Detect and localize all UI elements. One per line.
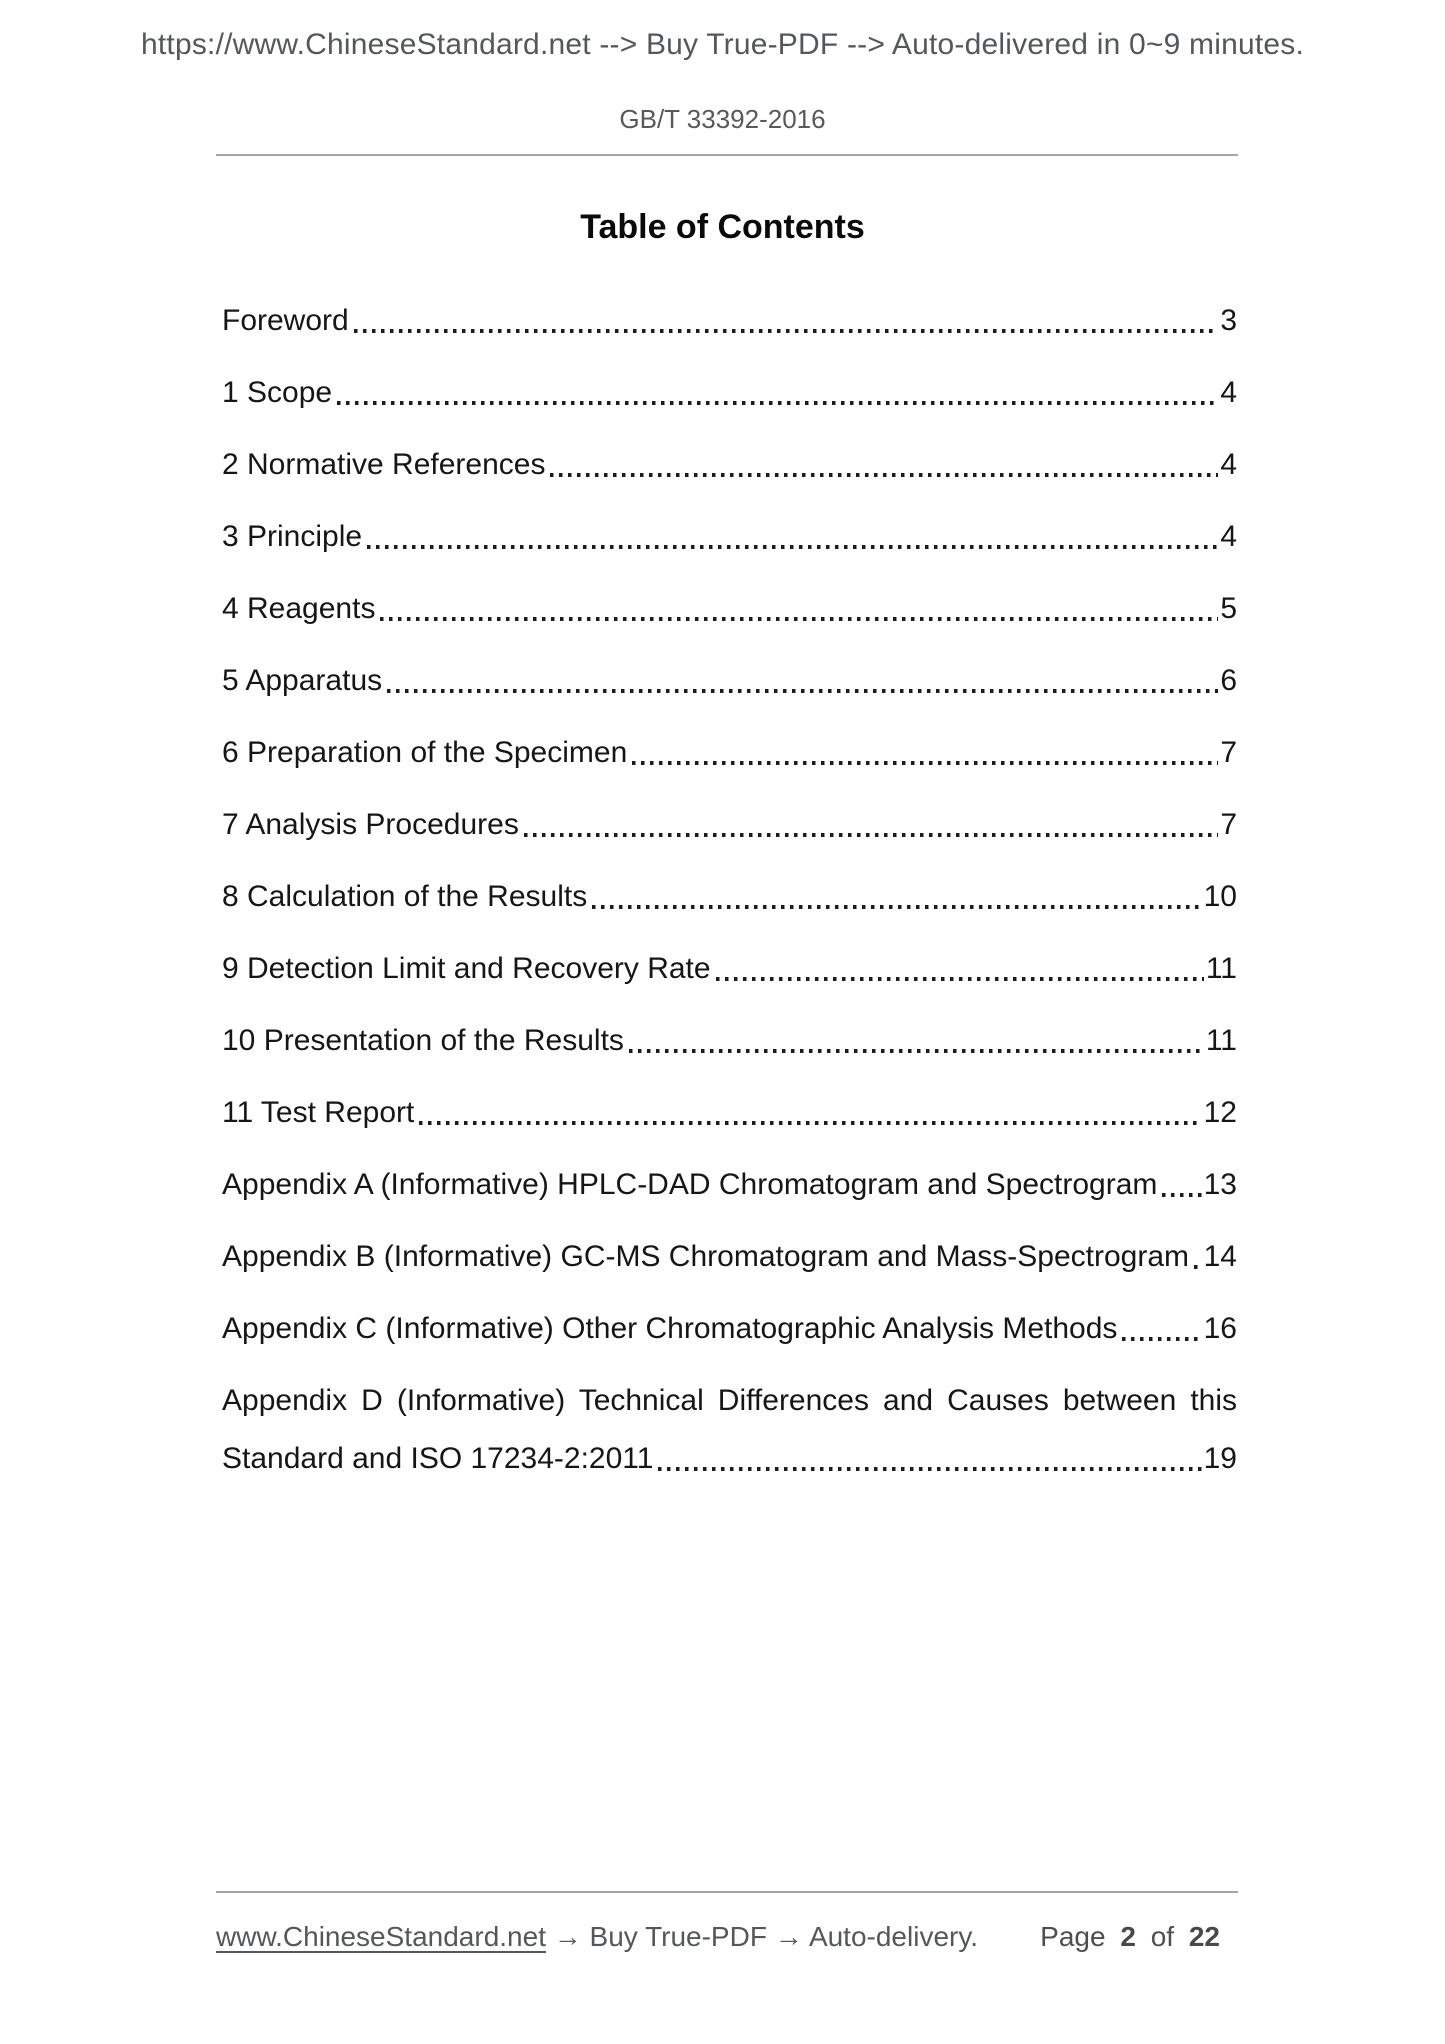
toc-entry-label: 8 Calculation of the Results — [222, 880, 588, 913]
toc-entry-page: 7 — [1220, 736, 1237, 769]
toc-entry — [222, 1310, 1237, 1348]
toc-entry-label: 7 Analysis Procedures — [222, 808, 519, 841]
toc-entry-label: 10 Presentation of the Results — [222, 1024, 624, 1057]
dot-leader — [1194, 1265, 1202, 1269]
page-indicator — [1040, 1918, 1220, 1956]
footer — [216, 1918, 1220, 1956]
current-page-number: 2 — [1120, 1921, 1136, 1952]
toc-entry-page: 14 — [1203, 1240, 1237, 1273]
toc-entry — [222, 446, 1237, 484]
header-divider — [216, 154, 1238, 156]
dot-leader — [658, 1467, 1201, 1471]
footer-site-link[interactable]: www.ChineseStandard.net — [216, 1921, 546, 1952]
toc-entry-page: 12 — [1203, 1096, 1237, 1129]
toc-entry-page: 11 — [1205, 952, 1237, 985]
page-word: Page — [1040, 1921, 1106, 1952]
dot-leader — [716, 977, 1204, 981]
dot-leader — [387, 689, 1218, 693]
toc-entry — [222, 1094, 1237, 1132]
dot-leader — [550, 473, 1218, 477]
toc-entry-label: 2 Normative References — [222, 448, 546, 481]
toc-entry-page: 4 — [1220, 448, 1237, 481]
total-page-number: 22 — [1188, 1921, 1220, 1952]
dot-leader — [354, 329, 1219, 333]
toc-entry — [222, 374, 1237, 412]
dot-leader — [337, 401, 1218, 405]
footer-divider — [216, 1891, 1238, 1893]
dot-leader — [629, 1049, 1204, 1053]
toc-entry — [222, 662, 1237, 700]
toc-entry — [222, 734, 1237, 772]
dot-leader — [1122, 1337, 1201, 1341]
footer-delivery-text: → Buy True-PDF → Auto-delivery. — [553, 1921, 979, 1952]
toc-entry-label: 9 Detection Limit and Recovery Rate — [222, 952, 711, 985]
toc-entry-page: 10 — [1203, 880, 1237, 913]
page-title: Table of Contents — [580, 208, 865, 246]
dot-leader — [524, 833, 1218, 837]
toc-entry-page: 7 — [1220, 808, 1237, 841]
toc-entry-label: 6 Preparation of the Specimen — [222, 736, 628, 769]
toc-entry-page: 5 — [1220, 592, 1237, 625]
table-of-contents — [222, 302, 1237, 1512]
toc-entry-wrapped-line-1: Appendix D (Informative) Technical Differences and Causes between this — [222, 1384, 1237, 1417]
toc-entry-page: 4 — [1220, 520, 1237, 553]
toc-entry-label: Foreword — [222, 304, 349, 337]
toc-entry-label: 5 Apparatus — [222, 664, 383, 697]
toc-entry-page: 6 — [1220, 664, 1237, 697]
toc-entry — [222, 1238, 1237, 1276]
standard-number: GB/T 33392-2016 — [619, 104, 826, 134]
toc-entry — [222, 878, 1237, 916]
toc-entry-label: Appendix B (Informative) GC-MS Chromatogram and Mass-Spectrogram — [222, 1240, 1190, 1273]
toc-entry-label: Appendix A (Informative) HPLC-DAD Chromatogram and Spectrogram — [222, 1168, 1158, 1201]
toc-entry-page: 19 — [1203, 1442, 1237, 1475]
toc-entry-page: 3 — [1220, 304, 1237, 337]
dot-leader — [592, 905, 1201, 909]
toc-entry — [222, 518, 1237, 556]
toc-entry-page: 16 — [1203, 1312, 1237, 1345]
dot-leader — [1162, 1193, 1201, 1197]
dot-leader — [380, 617, 1218, 621]
toc-entry-wrapped-line-2 — [222, 1440, 1237, 1478]
toc-entry-label: Appendix C (Informative) Other Chromatographic Analysis Methods — [222, 1312, 1118, 1345]
toc-entry-label: 11 Test Report — [222, 1096, 415, 1129]
of-word: of — [1150, 1921, 1175, 1952]
toc-entry — [222, 590, 1237, 628]
toc-entry-label: 4 Reagents — [222, 592, 376, 625]
toc-entry-label: Standard and ISO 17234-2:2011 — [222, 1442, 654, 1475]
toc-entry — [222, 302, 1237, 340]
toc-entry-page: 13 — [1203, 1168, 1237, 1201]
toc-entry — [222, 950, 1237, 988]
toc-entry — [222, 1022, 1237, 1060]
dot-leader — [367, 545, 1218, 549]
toc-entry-page: 11 — [1205, 1024, 1237, 1057]
toc-entry-label: 3 Principle — [222, 520, 363, 553]
toc-entry-label: 1 Scope — [222, 376, 333, 409]
dot-leader — [419, 1121, 1201, 1125]
toc-entry — [222, 1166, 1237, 1204]
dot-leader — [632, 761, 1218, 765]
toc-entry — [222, 806, 1237, 844]
toc-entry-page: 4 — [1220, 376, 1237, 409]
footer-tagline — [216, 1918, 978, 1956]
header-url-line: https://www.ChineseStandard.net --> Buy True-PDF --> Auto-delivered in 0~9 minutes. — [141, 28, 1304, 61]
